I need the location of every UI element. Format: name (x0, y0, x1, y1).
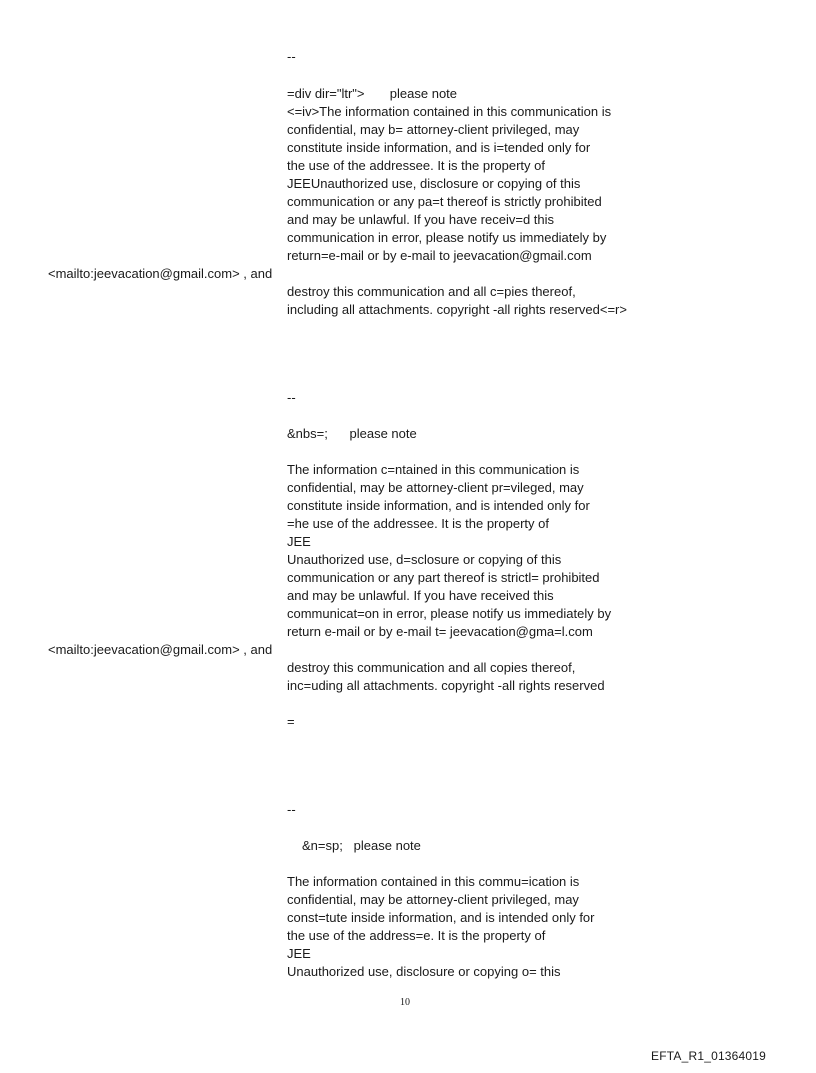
body-line: the use of the addressee. It is the property of (287, 158, 545, 173)
page-number: 10 (400, 997, 410, 1008)
mailto-link: <mailto:jeevacation@gmail.com> , and (48, 266, 273, 281)
body-line: JEE (287, 534, 311, 549)
body-line: const=tute inside information, and is intended only for (287, 910, 595, 925)
body-line: the use of the address=e. It is the property of (287, 928, 546, 943)
body-line: Unauthorized use, d=sclosure or copying of this (287, 552, 562, 567)
body-line: and may be unlawful. If you have receiv=d this (287, 212, 555, 227)
body-line: JEE (287, 946, 311, 961)
body-line: =div dir="ltr"> please note (287, 86, 458, 101)
body-line: destroy this communication and all copies thereof, (287, 660, 576, 675)
body-line: communicat=on in error, please notify us immediately by (287, 606, 612, 621)
body-line: confidential, may b= attorney-client privileged, may (287, 122, 580, 137)
body-line: communication in error, please notify us immediately by (287, 230, 607, 245)
body-line: inc=uding all attachments. copyright -all rights reserved (287, 678, 605, 693)
body-line: <=iv>The information contained in this communication is (287, 104, 612, 119)
body-line: including all attachments. copyright -all rights reserved<=r> (287, 302, 627, 317)
please-note: &n=sp; please note (302, 838, 421, 853)
separator: -- (287, 802, 296, 817)
body-line: confidential, may be attorney-client privileged, may (287, 892, 579, 907)
separator: -- (287, 390, 296, 405)
body-line: communication or any part thereof is strictl= prohibited (287, 570, 600, 585)
body-line: constitute inside information, and is intended only for (287, 498, 590, 513)
body-line: =he use of the addressee. It is the property of (287, 516, 549, 531)
body-line: return e-mail or by e-mail t= jeevacation@gma=l.com (287, 624, 593, 639)
equals-marker: = (287, 714, 295, 729)
body-line: and may be unlawful. If you have received this (287, 588, 554, 603)
body-line: JEEUnauthorized use, disclosure or copying of this (287, 176, 581, 191)
body-line: Unauthorized use, disclosure or copying o= this (287, 964, 561, 979)
body-line: constitute inside information, and is i=tended only for (287, 140, 591, 155)
mailto-link: <mailto:jeevacation@gmail.com> , and (48, 642, 273, 657)
body-line: The information contained in this commu=ication is (287, 874, 580, 889)
separator: -- (287, 49, 296, 64)
please-note: &nbs=; please note (287, 426, 417, 441)
body-line: destroy this communication and all c=pies thereof, (287, 284, 576, 299)
body-line: The information c=ntained in this communication is (287, 462, 580, 477)
body-line: communication or any pa=t thereof is strictly prohibited (287, 194, 602, 209)
bates-number: EFTA_R1_01364019 (651, 1049, 767, 1063)
body-line: confidential, may be attorney-client pr=vileged, may (287, 480, 584, 495)
body-line: return=e-mail or by e-mail to jeevacation@gmail.com (287, 248, 592, 263)
